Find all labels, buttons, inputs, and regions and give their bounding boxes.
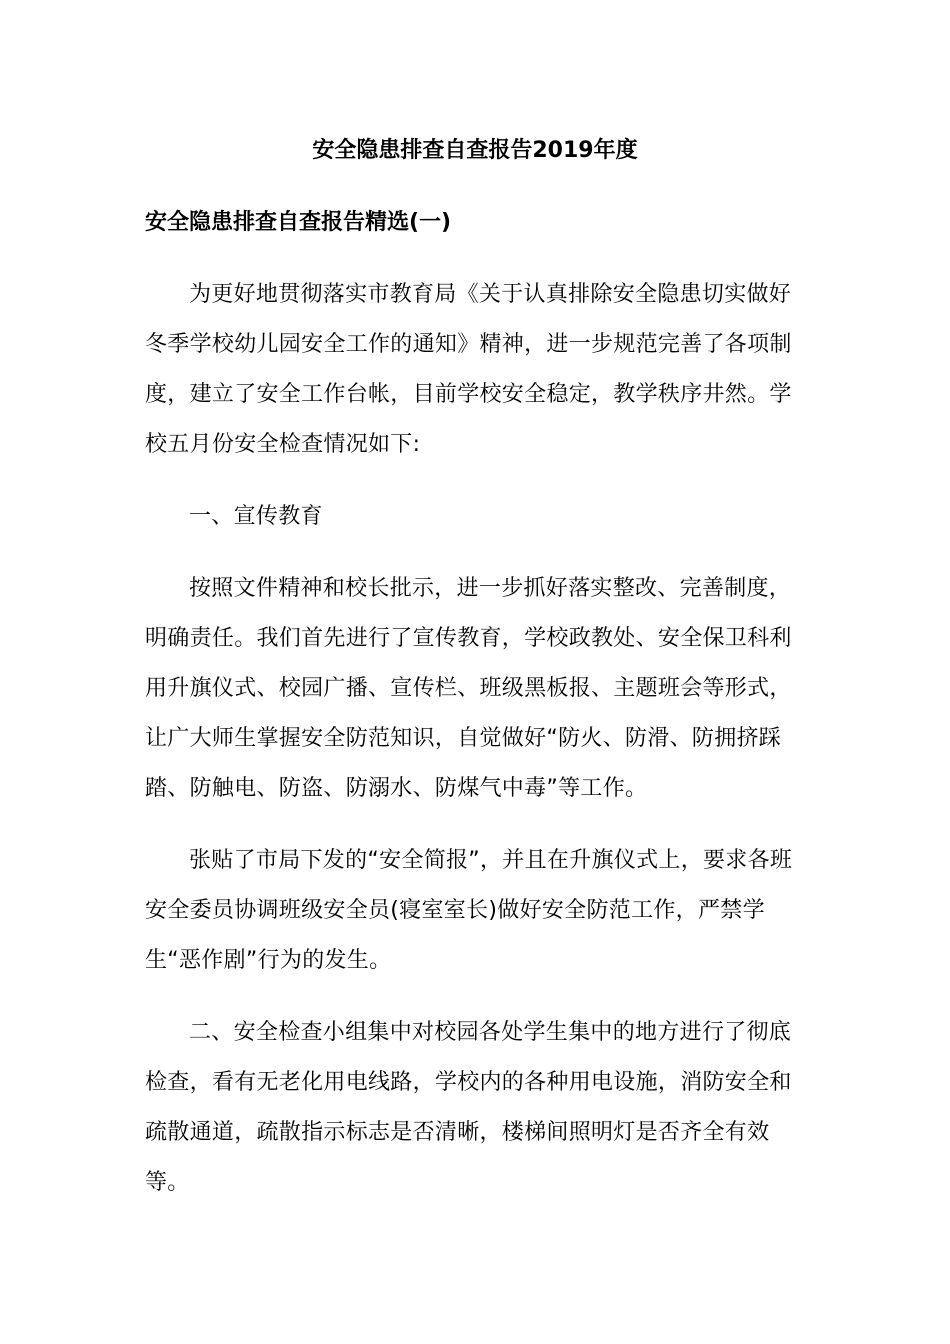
paragraph-publicity-details: 按照文件精神和校长批示，进一步抓好落实整改、完善制度，明确责任。我们首先进行了宣传教育，学校政教处、安全保卫科利用升旗仪式、校园广播、宣传栏、班级黑板报、主题班会等形式，让广大师生掌握安全防范知识，自觉做好“防火、防滑、防拥挤踩踏、防触电、防盗、防溺水、防煤气中毒”等工作。 — [145, 576, 792, 801]
paragraph-intro: 为更好地贯彻落实市教育局《关于认真排除安全隐患切实做好冬季学校幼儿园安全工作的通知》精神，进一步规范完善了各项制度，建立了安全工作台帐，目前学校安全稳定，教学秩序井然。学校五月份安全检查情况如下: — [145, 282, 792, 457]
document-title: 安全隐患排查自查报告2019年度 — [312, 138, 638, 163]
subheading-publicity-education: 一、宣传教育 — [189, 504, 323, 529]
paragraph-safety-inspection: 二、安全检查小组集中对校园各处学生集中的地方进行了彻底检查，看有无老化用电线路，学校内的各种用电设施，消防安全和疏散通道，疏散指示标志是否清晰，楼梯间照明灯是否齐全有效等。 — [145, 1020, 792, 1195]
section-heading: 安全隐患排查自查报告精选(一) — [145, 210, 452, 235]
paragraph-safety-bulletin: 张贴了市局下发的“安全简报”，并且在升旗仪式上，要求各班安全委员协调班级安全员(寝室室长)做好安全防范工作，严禁学生“恶作剧”行为的发生。 — [145, 848, 793, 973]
